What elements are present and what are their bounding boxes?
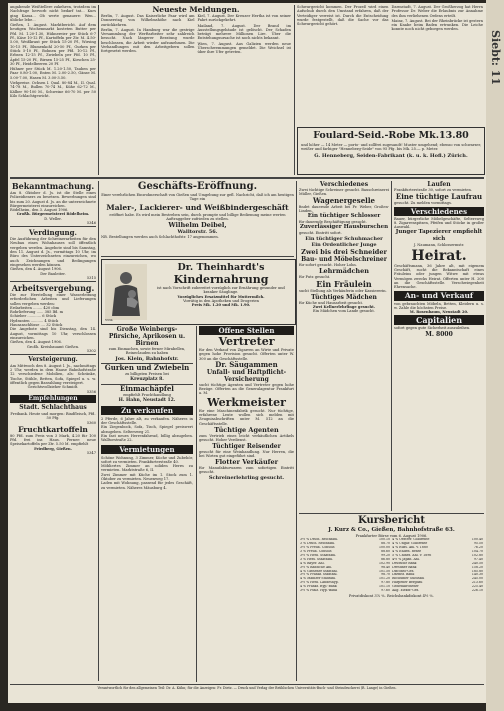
col5 [299, 181, 389, 511]
col3-a3-title: Einmachäpfel [120, 384, 174, 394]
news-title: Neueste Meldungen. [152, 5, 240, 14]
empf-title: Empfehlungen [10, 395, 96, 403]
col3-a1-text: zum Einmachen, sowie ferner Mirabellen, Reineclauden zu haben [108, 347, 186, 356]
market-report [10, 5, 96, 165]
seide-small: und höher — 14 Meter — porto- und zollfrei zugesandt! Muster umgehend; ebenso von schwarzer, weißer und farbiger "Henneberg-Seide" von 95 Pfg. bis Mk. 25.— p. Meter. [301, 143, 481, 152]
c6-laufen-t: Frankfurterstraße 30, sofort zu vermieten. [394, 188, 472, 192]
vertreter-text: für den Verkauf von Zigarren an Wirte und Private gegen hohe Provision gesucht. Offerten unter W. 300 an die Geschäftsstelle. [199, 348, 294, 361]
column-rule [296, 181, 297, 681]
gesch-p2: eröffnet habe. Es wird mein Bestreben sein, durch prompte und billige Bedienung meine werten Auftraggeber zufrieden zu stellen. [109, 212, 286, 221]
market-p3: Hühner per Stück M. 1.20-1.50, Tauben per Paar 0.80-1.00, Enten M. 2.00-2.50, Gänse M. 5.00-7.00, Hasen M. 3.00-3.50. [10, 67, 96, 80]
werk-title: Werkmeister [207, 395, 286, 409]
kurs-security: 4 % Oesterr. Goldrente [392, 538, 430, 542]
c6-kap: Capitalien [394, 315, 484, 325]
seide-headline: Foulard-Seid.-Robe Mk.13.80 [313, 130, 469, 141]
kurs-price: 158.20 [471, 565, 483, 569]
bek-title: Bekanntmachung. [11, 181, 95, 191]
theinhardt-p1: ist nach Vorschrift zubereitet vorzüglich zur Ernährung gesunder und kranker Säuglinge. [157, 286, 285, 295]
kurs-security: Disconto-Ges. [392, 569, 415, 573]
kurs-title: Kursbericht [357, 515, 426, 526]
kurs-security: Allg. Elektr.-Ges. [392, 589, 420, 593]
kurs-security: 3½ % Hess. Staatsanl. [300, 553, 337, 557]
kurs-price: 76.20 [473, 546, 483, 550]
c6-anv-t: von gebrauchten Möbeln, Betten, Kleidern u. s. w. Zahle die höchsten Preise. [394, 301, 484, 310]
edge-text: Siebt: 11 [489, 30, 502, 86]
c6-anv-f: M. Rosenbaum, Neustadt 20. [409, 310, 469, 315]
seide-firm: G. Henneberg, Seiden-Fabrikant (k. u. k. Hofl.) Zürich. [314, 152, 468, 159]
theinhardt-ad [101, 259, 296, 325]
kurs-security: 3½ % Hess. Landeshyp. [300, 581, 339, 585]
empf-text: Freibank. Heute und morgen: Rindfleisch, Pfd. 50 Pfg. [10, 411, 96, 421]
kurs-price: 245.00 [471, 577, 483, 581]
verd-place: Gießen, den 4. August 1906. [10, 267, 62, 272]
verd-name: Der Bauleiter. [40, 271, 66, 276]
verkaeufer-text: für Manufakturwaren zum sofortigen Eintritt gesucht. [199, 466, 294, 475]
c5-a1: Verschiedenes [319, 181, 369, 188]
col3-a2-title: Gurken und Zwiebeln [104, 363, 190, 373]
verkaeufer-title: Flotter Verkäufer [214, 458, 279, 467]
arb-item-3: Hydranten ........... 4 Stück [10, 318, 59, 323]
kurs-security: 3½ % Frankf. Stadtanl. [300, 573, 338, 577]
arb-item-4: Hausanschlüsse .... 32 Stück [10, 323, 63, 328]
theinhardt-num: 5334 [105, 318, 113, 322]
market-p4: Viehpreise. Ochsen I. Qual. 80-84 M., II. Qual. 74-78 M., Bullen 70-74 M., Kühe 62-72 M., Kälber 90-100 M., Schweine 66-70 M. per 50 Kilo Schlachtgewicht. [10, 81, 96, 98]
c5-masch2: Ein Ordentlicher Junge [311, 241, 377, 248]
bek-office: Großh. Bürgermeisterei Rödelheim. [16, 212, 90, 217]
c5-fraul: Ein Fräulein [316, 279, 372, 290]
werk-text: für eine Maschinenfabrik gesucht. Nur tüchtige, erfahrene Leute wollen sich melden mit Zeugnisabschriften unter M. 512 an die Geschäftsstelle. [199, 408, 294, 426]
c5-fraul-t: sucht Stellung als Verkäuferin oder Kassiererin. [299, 289, 387, 294]
newspaper-page [8, 3, 486, 703]
vertreter-title: Vertreter [218, 335, 275, 348]
lehrling-title: Schreinerlehrling gesucht. [208, 474, 285, 481]
news-body [101, 14, 291, 170]
column-rule [98, 181, 99, 681]
geschaeft-ad [101, 181, 294, 255]
c5-lehr: Lehrmädchen [318, 267, 370, 276]
col3-a2-firm: Kreuzplatz 8. [130, 376, 164, 382]
verd-num: 5315 [86, 275, 96, 280]
section-rule [101, 256, 294, 257]
verm-2: Möbliertes Zimmer an soliden Herrn zu vermieten. Marktstraße 6, II. [101, 464, 193, 473]
footer-rule [10, 684, 484, 685]
stellen-heading: Offene Stellen [199, 326, 294, 335]
section-rule [10, 177, 484, 179]
empf-sub: Stadt. Schlachthaus [19, 403, 87, 411]
verkaufen-heading: Zu verkaufen [101, 406, 193, 415]
c6-anv: An- und Verkauf [394, 291, 484, 301]
kurs-price: 100.10 [378, 538, 391, 542]
tr-p1: Schwurgericht kommen. Der Prozeß wird einen Aufschub durch den Umstand erfahren, daß der Verteidiger verreist ist. Durch die Entscheidung wurde festgestellt, daß die Sache vor das Schwurgericht gehört. [297, 5, 389, 27]
theinhardt-price: Preis Mk. 1.20 und Mk. 1.90. [191, 303, 251, 308]
c5-schl-t: für dauernde Beschäftigung gesucht. [299, 220, 367, 225]
neighbor-page-edge [486, 0, 504, 711]
arb-item-0: Erdarbeiten ........ 420 cbm [10, 305, 60, 310]
column-rule [391, 181, 392, 511]
c5-maschs: Ein tüchtiger Schuhmacher [305, 235, 383, 242]
verd-text: Die Ausführung der Schreinerarbeiten für den Neubau eines Wohnhauses soll öffentlich vergeben werden. Angebote sind bis Samstag, den 11. August d. Js., vormittags 10 Uhr, im Büro des Unterzeichneten einzureichen, wo auch Zeichnungen und Bedingungen eingesehen werden können. [10, 237, 96, 267]
seide-ad [297, 127, 485, 175]
c5-zwei: Zwei bis drei Schneider [301, 247, 387, 256]
kurs-security: Gelsenkirchener [392, 585, 419, 589]
arb-title: Arbeitsvergebung. [11, 282, 95, 293]
verk-3: Ein fast neues Herrenfahrrad, billig abzugeben. Walltorstraße 22. [101, 433, 193, 443]
kurs-price: 97.40 [473, 557, 483, 561]
news-p5: Wien, 7. August. Aus Galizien werden neue Überschwemmungen gemeldet. Die Weichsel ist über ihre Ufer getreten. [197, 41, 291, 55]
arb-place: Gießen, den 4. August 1906. [10, 340, 62, 345]
kurs-security: Darmst. Bank [392, 573, 415, 577]
c6-kap-t: sofort gegen gute Sicherheit auszuleihen. [394, 326, 471, 331]
arb-item-2: Schieber ............ 6 Stück [10, 314, 57, 319]
vermietungen-heading: Vermietungen [101, 445, 193, 454]
kurs-price: 98.70 [380, 573, 391, 577]
divider [101, 363, 193, 364]
col3-a2-text: zu billigsten Preisen bei [125, 372, 169, 377]
col3-a3-firm: H. Hahn, Neustadt 12. [118, 397, 176, 403]
saeg-title: Dr. Säugammen [215, 359, 278, 369]
column-rule [98, 5, 99, 175]
theinhardt-p2: Vorzügliches Ersatzmittel für Muttermilch. [177, 294, 265, 299]
agenten-title: Tüchtige Agenten [214, 425, 279, 434]
kurs-security: 3½ % Preuß. Consols [300, 546, 335, 550]
col3-a1-firm: Jos. Klein, Bahnhofstr. [115, 355, 179, 362]
divider [10, 354, 96, 355]
kurs-security: Harpener Bergbau [392, 581, 423, 585]
kurs-security: 4 % Bayer. Anl. [300, 561, 325, 565]
top-right-news [297, 5, 483, 125]
market-p2: Gießen, 1. August. Marktbericht. Auf dem heutigen Wochenmarkt kosteten Butter per Pfd. M. 1.20-1.30, Hühnereier per Stück 6-7 Pf., Käse 10-12 Pf., Kartoffeln per Ztr. M. 4.50-5.00, Weißkraut per Stück 15-20 Pf., Wirsing 10-15 Pf., Blumenkohl 20-50 Pf., Gurken per Stück 5-10 Pf., Bohnen per Pfd. 10-12 Pf., Erbsen 12-15 Pf., Zwiebeln per Pfd. 10 Pf., Äpfel 15-20 Pf., Birnen 15-25 Pf., Kirschen 25-30 Pf., Heidelbeeren 20 Pf. [10, 23, 96, 66]
arb-num: 5302 [86, 348, 96, 353]
empf-num: 5360 [86, 420, 96, 425]
verst-title: Versteigerung. [28, 355, 78, 363]
bek-place: Rödelheim, den 3. August 1906. [10, 208, 69, 213]
kurs-price: 88.60 [380, 550, 391, 554]
bek-name: D. Weller. [44, 216, 62, 221]
col1 [10, 181, 96, 681]
kurs-price: 101.50 [378, 569, 391, 573]
gesch-addr: Walltorstr. 56. [177, 229, 218, 236]
kurs-price: 86.80 [380, 557, 391, 561]
verk-1: 2 Pferde, 6 Jahre alt, zu verkaufen. Näheres in der Geschäftsstelle. [101, 416, 193, 426]
c6-versch: Verschiedenes [394, 207, 484, 216]
verm-3: Zwei Zimmer mit Küche im 1. Stock zum 1. Oktober zu vermieten. Neuenweg 17. [101, 472, 193, 482]
c5-lehr-t: für Putz gesucht. [299, 275, 331, 280]
c5-bottie-t: für Küche und Hausarbeit gesucht. [299, 300, 364, 305]
tr-p2: Darmstadt, 7. August. Der Großherzog hat Herrn Professor Dr. Weber die Erlaubnis zur Annahme des ihm verliehenen Ordens erteilt. [391, 5, 483, 18]
reisender-text: gesucht für eine Weinhandlung. Nur Herren, die bei Wirten gut eingeführt sind. [199, 449, 294, 458]
col3 [101, 326, 193, 682]
verst-name: Gerichtsvollzieher Schmidt. [27, 385, 79, 390]
kurs-security: 3 % Hess. Staatsanl. [300, 557, 334, 561]
saeg-sub: Unfall- und Haftpflicht-Versicherung [206, 368, 287, 383]
c5-bottie: Tüchtiges Mädchen [311, 293, 377, 301]
kurs-price: 97.80 [380, 581, 391, 585]
kurs-price: 240.50 [471, 561, 483, 565]
news-p1: Berlin, 7. August. Das Kaiserliche Paar wird am Donnerstag von Wilhelmshöhe nach Kiel zurückkehren. [101, 14, 195, 27]
saeg-text: sucht tüchtige Agenten und Vertreter gegen hohe Bezüge. Offerten an die Generalagentur Frankfurt a. M. [199, 382, 294, 396]
kurs-price: 97.60 [380, 589, 391, 593]
c5-hausb-t: gesucht. Eintritt sofort. [299, 231, 342, 236]
section-rule [299, 513, 484, 514]
kurs-row [299, 589, 484, 593]
col4 [199, 326, 294, 682]
kurs-price: 95.50 [473, 542, 483, 546]
kurs-security: 3½ % Pfälz. Hyp.-Bank [300, 589, 338, 593]
market-p1: angabende Weißtellere zukehren, trotzdem im Nachfrage hervorb nicht bedarf tat... Kurs ging Kassa... Ob werte genauere: Wen... übliche lebe... [10, 5, 96, 22]
kurs-security: Bochumer Gußstahl [392, 577, 425, 581]
verst-num: 5356 [86, 389, 96, 394]
mother-child-illustration [105, 264, 147, 320]
news-section [101, 5, 291, 173]
c5-wagen: Wagenergeselle [313, 195, 375, 205]
c6-heirat-t: Geschäftsmann, 36 Jahre alt, mit eigenem Geschäft, sucht die Bekanntschaft eines Fräuleins oder jungen Witwe mit etwas Vermögen zwecks Heirat. Offerten unter H. 200 an die Geschäftsstelle. Verschwiegenheit Ehrensache. [394, 263, 484, 290]
kurs-price: 104.70 [471, 550, 483, 554]
c6-kap-n: M. 8000 [425, 330, 453, 338]
kurs-security: 4 % Mainzer Stadtanl. [300, 577, 337, 581]
gesch-title: Geschäfts-Eröffnung. [137, 181, 258, 192]
kurs-security: 4½ % Japan. Anl. [392, 557, 420, 561]
verd-title: Verdingung. [29, 228, 77, 238]
c5-haus: Ein Mädchen vom Lande gesucht. [313, 309, 375, 314]
theinhardt-sale: Vorrätig in den Apotheken und Drogerien [183, 298, 259, 303]
kurs-fin: Privatdiskont 3⅞ %. Reichsbankdiskont 4½ %. [348, 593, 435, 598]
news-p4: Mailand, 7. August. Der Brand im Ausstellungsgebäude ist gelöscht. Der Schaden beträgt mehrere Millionen Lire. Über die Entstehungsursache ist noch nichts bekannt. [197, 23, 291, 41]
c5-bau-t: für sofort gesucht. Hoher Lohn. [299, 262, 357, 267]
kurs-price: 225.40 [471, 585, 483, 589]
reisender-title: Tüchtiger Reisender [212, 442, 281, 450]
verst-text: Am Mittwoch den 8. August l. Js., nachmittags 2 Uhr, werden in dem Hause Bahnhofstraße 12 verschiedene Mobilien, als: Schränke, Tische, Stühle, Betten, Sofa, Spiegel u. s. w. öffentlich gegen Barzahlung versteigert. [10, 363, 96, 386]
fruch-text: 80 Pfd. zum Preis von 3 Mark, 4.20 für 100 Pfd. frei ins Haus. Ferner: neue Speisekartoffeln per Ztr. 5.50 M. empfiehlt [10, 433, 96, 447]
c5-kellner: Zwei Kellnerlehrlinge gesucht. [312, 304, 376, 309]
c5-wagen-t: findet dauernde Arbeit bei Fr. Weber, Großen-Linden. [299, 204, 389, 213]
c6-heirat: Heirat. [411, 247, 467, 264]
tr-p3: Mainz, 7. August. Bei der Rheinbrücke ist gestern ein Knabe beim Baden ertrunken. Die Leiche konnte noch nicht geborgen werden. [391, 18, 483, 32]
agenten-text: zum Vertrieb eines leicht verkäuflichen Artikels gesucht. Hoher Verdienst. [199, 433, 294, 443]
c5-schl: Ein tüchtiger Schlosser [307, 213, 381, 220]
verm-1: Schöne Wohnung, 3 Zimmer, Küche und Zubehör, sofort zu vermieten. Frankfurterstraße 40. [101, 455, 193, 464]
theinhardt-text [150, 262, 292, 322]
kurs-price: 102.90 [378, 561, 391, 565]
kurs-security: 3½ % Badische Anl. [300, 565, 333, 569]
c6-sch-t: J. Naumann, Schlossermstr. [413, 243, 465, 248]
arb-text: Die zur Herstellung einer Wasserleitung erforderlichen Arbeiten und Lieferungen sollen vergeben werden: [10, 292, 96, 306]
gesch-p1: Einer verehrlichen Einwohnerschaft von Gießen und Umgebung zur gefl. Nachricht, daß ich am heutigen Tage ein [101, 193, 294, 202]
gesch-note: NB. Bestellungen werden auch Schlachthofstr. 17 angenommen. [101, 235, 219, 240]
kurs-price: 88.70 [380, 542, 391, 546]
kurs-price: 213.60 [471, 581, 483, 585]
kurs-price: 101.20 [378, 577, 391, 581]
kurs-date: Frankfurter Börse vom 6. August 1906. [355, 534, 428, 538]
kurs-price: 98.40 [380, 565, 391, 569]
imprint: Verantwortlich für den allgemeinen Teil: Dr. A. Kühn; für die Anzeigen: Fr. Dietz. — Druck und Verlag der Brühlschen Universitäts-Buch- und Steindruckerei (R. Lange) in Gießen. [97, 686, 397, 690]
col3-a1-title: Große Weinbergs-Pfirsiche, Aprikosen u. Birnen [108, 326, 186, 347]
kurs-price: 100.40 [471, 538, 483, 542]
arb-text2: Die Angebote sind bis Dienstag, den 14. August, vormittags 10 Uhr, verschlossen einzureichen. [10, 327, 96, 340]
kurs-security: 4 % Frankf. Hyp.-Bank [300, 585, 337, 589]
kurs-security: Dresdner Bank [392, 565, 417, 569]
c6-ld-t: gesucht. Zu melden vormittags. [394, 201, 452, 206]
kurs-security: 4 % Italien. Rente [392, 550, 422, 554]
bek-num: 5346 [86, 221, 96, 226]
arb-item-1: Rohrlieferung ...... 385 lfd. m [10, 310, 64, 315]
kurs-price: 226.10 [471, 589, 483, 593]
col3-a3-text: empfiehlt Fruchthandlung [123, 393, 171, 398]
kurs-security: 4 % Russ. Anl. v. 1880 [392, 546, 428, 550]
bek-text: Am 8. Oktober d. Js. ist die Stelle eines Polizeidieners zu besetzen. Bewerbungen sind bis zum 20. August d. Js. an die unterzeichnete Bürgermeisterei einzureichen. [10, 191, 96, 208]
verm-4: Laden mit Wohnung, passend für jedes Geschäft, zu vermieten. Näheres Mäusburg 4. [101, 481, 193, 490]
theinhardt-big: Kindernahrung [173, 273, 269, 286]
c5-a1t: Zwei tüchtige Schreiner gesucht. Bauschreinerei Müller, Gießen. [299, 188, 389, 197]
divider [10, 281, 96, 282]
kurs-security: 3 % Dtsch. Reichsanl. [300, 542, 336, 546]
divider [101, 384, 193, 385]
c5-bau: Bau- und Möbelschreiner [301, 255, 387, 263]
column-rule [294, 5, 295, 175]
kurs-security: 4 % Gießener Stadtanl. [300, 569, 338, 573]
gesch-sig: Wilhelm Deibel, [168, 221, 227, 230]
gesch-big: Maler-, Lackierer- und Weißbindergeschäft [106, 202, 289, 212]
col6 [394, 181, 484, 511]
kurs-price: 99.20 [380, 553, 391, 557]
c6-ld: Eine tüchtige Laufrau [395, 192, 483, 202]
kurs-security: 5 % Chines. Anl. v. 1896 [392, 553, 432, 557]
kurs-price: 185.80 [471, 569, 483, 573]
fruch-title: Fruchtkartoffeln [18, 424, 88, 434]
column-rule [196, 326, 197, 682]
c6-laufen: Laufen [427, 181, 451, 188]
verk-2: Ein Ziegenbock, Sofa, Tisch, Spiegel preiswert abzugeben. Seltersweg 21. [101, 425, 193, 434]
kurs-security: Deutsche Bank [392, 561, 417, 565]
kurs-table [299, 538, 484, 593]
news-p3: Kiel, 7. August. Der Kreuzer Hertha ist von seiner Fahrt zurückgekehrt. [197, 14, 291, 23]
kursbericht [299, 515, 484, 683]
fruch-num: 5347 [86, 451, 96, 456]
kurs-price: 102.80 [471, 553, 483, 557]
kurs-security: 3½ % Dtsch. Reichsanl. [300, 538, 339, 542]
theinhardt-title: Dr. Theinhardt's [177, 262, 265, 273]
kurs-price: 100.00 [378, 546, 391, 550]
divider [10, 226, 96, 227]
fruch-name: Friedberg, Gießen. [34, 446, 72, 451]
arb-name: Großh. Kreisbauamt Gießen. [26, 344, 80, 349]
kurs-security: 3 % Preuß. Consols [300, 550, 332, 554]
kurs-price: 140.30 [471, 573, 483, 577]
c6-vers-t: Bauer, bürgerliche Möbelgeschäfte, Seltersweg 8. Zigarrenspitzen, Pfeifen und Stöcke in großer Auswahl. [394, 216, 484, 230]
kurs-firm: J. Kurz & Co., Gießen, Bahnhofstraße 63. [328, 527, 455, 533]
kurs-security: 4 % Ungar. Goldrente [392, 542, 428, 546]
kurs-price: 101.10 [378, 585, 391, 589]
c5-hausb: Zuverlässiger Hausburschen [299, 224, 389, 231]
news-p2: Berlin, 7. August. In Hamburg war die gestrige Versammlung der Werftarbeiter sehr zahlreich besucht. Nach längerer Beratung wurde beschlossen, die Arbeit wieder aufzunehmen. Die Verhandlungen mit den Arbeitgebern sollen fortgesetzt werden. [101, 27, 195, 54]
c6-sch: Junger Tapezierer empfiehlt sich [395, 229, 483, 243]
